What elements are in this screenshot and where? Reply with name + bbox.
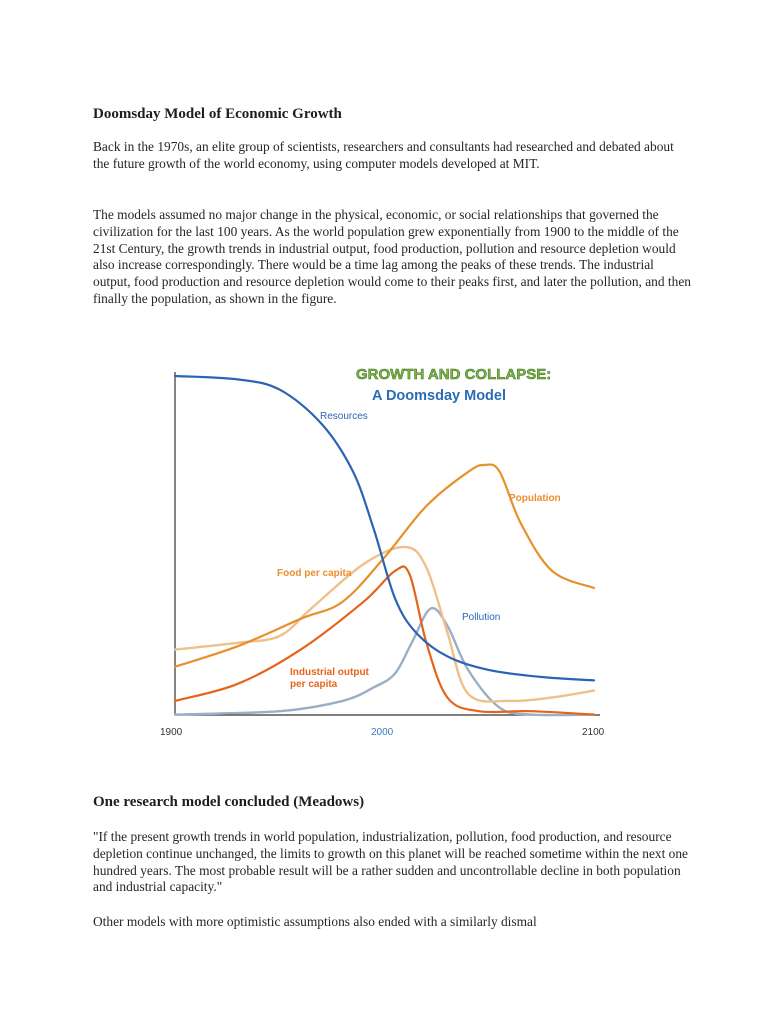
x-tick-label-2000: 2000: [371, 727, 394, 738]
chart-subtitle: A Doomsday Model: [372, 388, 507, 404]
chart-series-lines: [175, 376, 594, 715]
growth-collapse-chart: [150, 352, 620, 752]
heading-doomsday-model: Doomsday Model of Economic Growth: [93, 106, 342, 122]
chart-axes: [175, 372, 600, 715]
chart-title: GROWTH AND COLLAPSE:: [356, 366, 552, 383]
x-tick-label-1900: 1900: [160, 727, 183, 738]
series-line-industrial: [175, 566, 594, 714]
series-label-industrial-line2: per capita: [290, 679, 338, 690]
series-label-population: Population: [509, 493, 561, 504]
paragraph-meadows-quote: "If the present growth trends in world population, industrialization, pollution, food production, and resource depletion continue unchanged, the limits to growth on this planet will be reached sometime within the next one hundred years. The most probable result will be a rather sudden and uncontrollable decline in both population and industrial capacity.": [93, 829, 689, 895]
series-label-resources: Resources: [320, 411, 368, 422]
series-label-pollution: Pollution: [462, 612, 501, 623]
series-line-food: [175, 547, 594, 702]
heading-research-model: One research model concluded (Meadows): [93, 794, 365, 810]
x-tick-label-2100: 2100: [582, 727, 605, 738]
series-label-industrial-line1: Industrial output: [290, 667, 369, 678]
paragraph-models: The models assumed no major change in the physical, economic, or social relationships that governed the civilization for the last 100 years. As the world population grew exponentially from 1900 to the middle of the 21st Century, the growth trends in industrial output, food production, pollution and resource depletion would also increase correspondingly. There would be a time lag among the peaks of these trends. The industrial output, food production and resource depletion would come to their peaks first, and later the pollution, and then finally the population, as shown in the figure.: [93, 207, 691, 306]
series-line-resources: [175, 376, 594, 680]
paragraph-intro: Back in the 1970s, an elite group of scientists, researchers and consultants had researched and debated about the future growth of the world economy, using computer models developed at MIT.: [93, 139, 674, 171]
paragraph-other-models: Other models with more optimistic assumptions also ended with a similarly dismal: [93, 914, 537, 929]
series-label-industrial-output: [290, 667, 372, 690]
series-label-food-per-capita: Food per capita: [277, 568, 352, 579]
